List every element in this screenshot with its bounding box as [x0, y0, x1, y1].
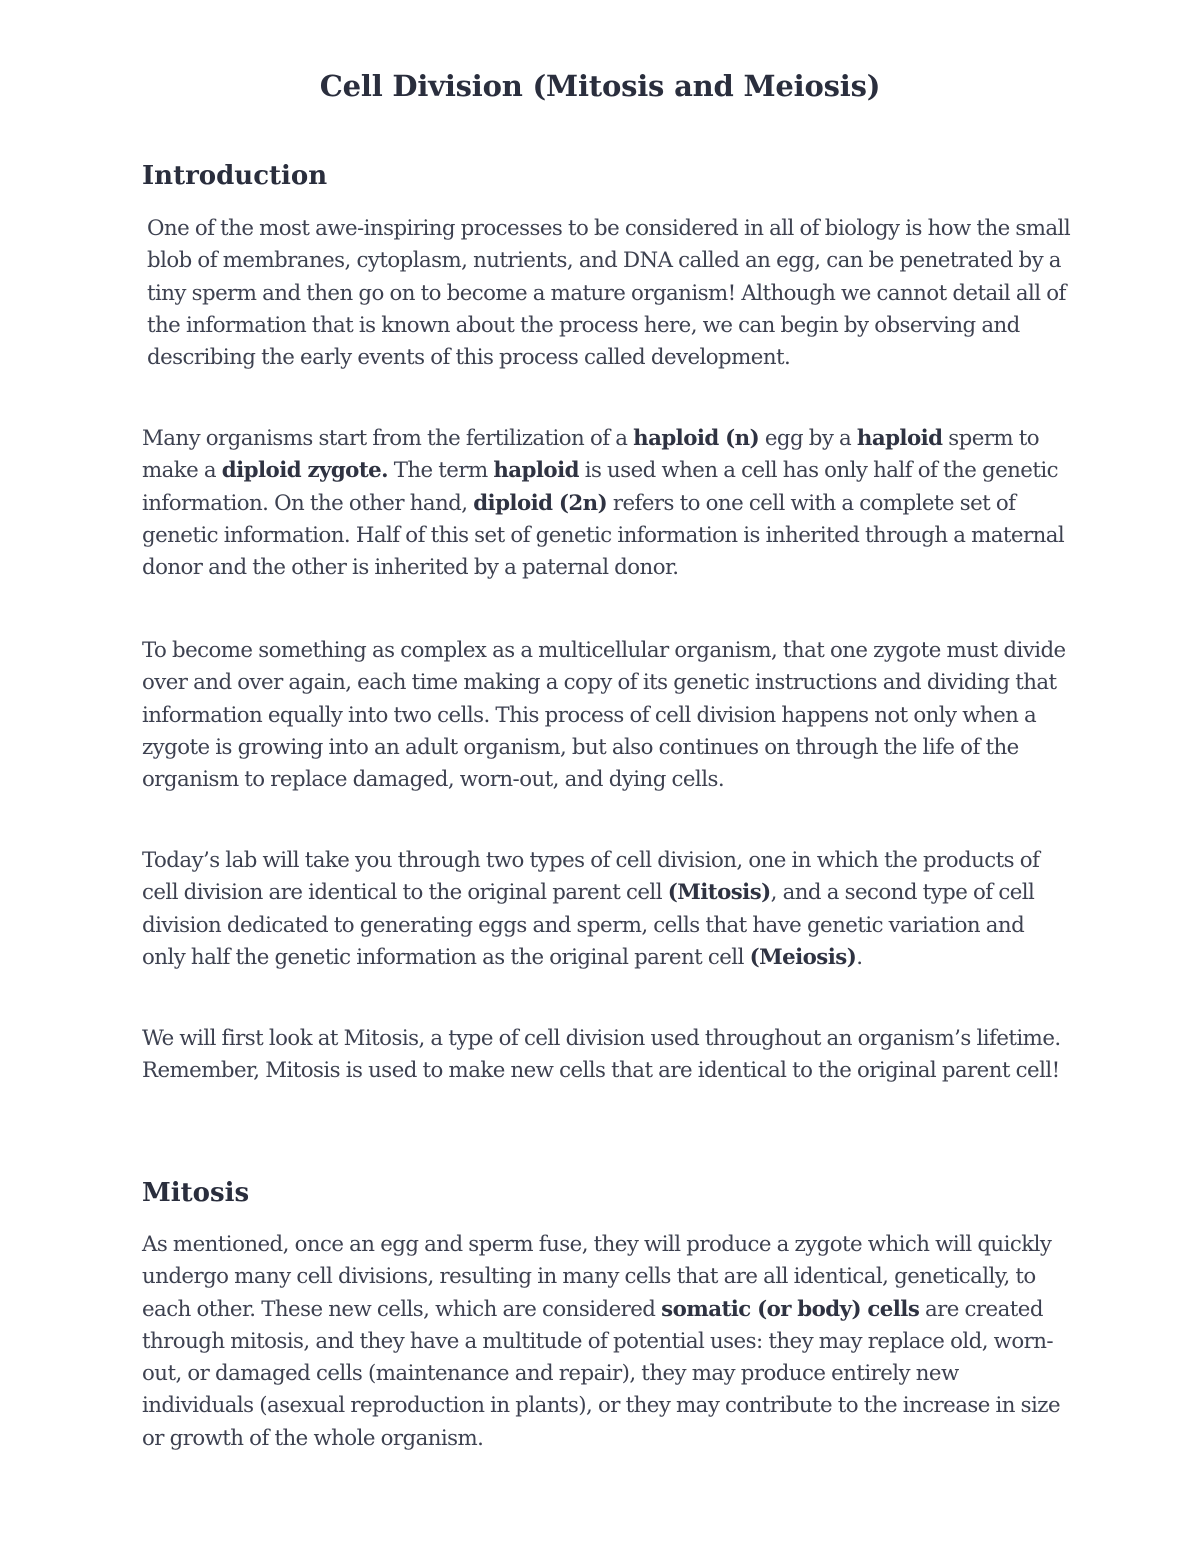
page-title: Cell Division (Mitosis and Meiosis): [319, 69, 881, 103]
text-run: We will first look at Mitosis, a type of cell division used throughout an organism’s lifetime. Remember, Mitosis is used to make new cells that are identical to the original parent cell!: [142, 1026, 1061, 1084]
text-run: As mentioned, once an egg and sperm fuse, they will produce a zygote which will quickly undergo many cell divisions, resulting in many cells that are all identical, genetically, to each other. These new cells, which are considered: [142, 1232, 1052, 1322]
term-haploid: haploid: [856, 426, 943, 451]
text-run: egg by a: [759, 426, 857, 451]
term-somatic-cells: somatic (or body) cells: [661, 1296, 920, 1322]
text-run: sperm to make a: [142, 426, 1040, 484]
term-diploid-zygote: diploid zygote.: [221, 458, 388, 484]
intro-paragraph-3: [142, 635, 1072, 796]
term-mitosis: (Mitosis): [667, 880, 771, 906]
intro-paragraph-2: [142, 423, 1072, 584]
text-run: The term: [387, 458, 494, 484]
text-run: , and a second type of cell division dedicated to generating eggs and sperm, cells that have genetic variation and only half the genetic information as the original parent cell: [142, 880, 1035, 970]
text-run: Many organisms start from the fertilization of a: [142, 426, 634, 451]
section-heading-introduction: Introduction: [142, 161, 328, 191]
term-diploid-2n: diploid (2n): [473, 490, 608, 516]
text-run: To become something as complex as a multicellular organism, that one zygote must divide over and over again, each time making a copy of its genetic instructions and dividing that information equally into two cells. This process of cell division happens not only when a zygote is growing into an adult organism, but also continues on through the life of the organism to replace damaged, worn-out, and dying cells.: [142, 638, 1066, 793]
text-run: One of the most awe-inspiring processes to be considered in all of biology is how the small blob of membranes, cytoplasm, nutrients, and DNA called an egg, can be penetrated by a tiny sperm and then go on to become a mature organism! Although we cannot detail all of the information that is known about the process here, we can begin by observing and describing the early events of this process called development.: [147, 216, 1071, 371]
section-heading-mitosis: Mitosis: [142, 1178, 250, 1208]
text-run: are created through mitosis, and they have a multitude of potential uses: they may replace old, worn-out, or damaged cells (maintenance and repair), they may produce entirely new individuals (asexual reproduction in plants), or they may contribute to the increase in size or growth of the whole organism.: [142, 1296, 1061, 1451]
intro-paragraph-1: [142, 213, 1077, 374]
term-haploid-n: haploid (n): [633, 426, 760, 451]
intro-paragraph-5: [142, 1023, 1072, 1088]
text-run: refers to one cell with a complete set of genetic information. Half of this set of genetic information is inherited through a maternal donor and the other is inherited by a paternal donor.: [142, 490, 1065, 581]
mitosis-paragraph-1: [142, 1229, 1072, 1455]
text-run: .: [856, 944, 863, 970]
text-run: is used when a cell has only half of the genetic information. On the other hand,: [142, 458, 1058, 516]
intro-paragraph-4: [142, 845, 1072, 974]
term-haploid: haploid: [493, 458, 579, 484]
term-meiosis: (Meiosis): [749, 944, 857, 970]
text-run: Today’s lab will take you through two types of cell division, one in which the products of cell division are identical to the original parent cell: [142, 848, 1040, 906]
